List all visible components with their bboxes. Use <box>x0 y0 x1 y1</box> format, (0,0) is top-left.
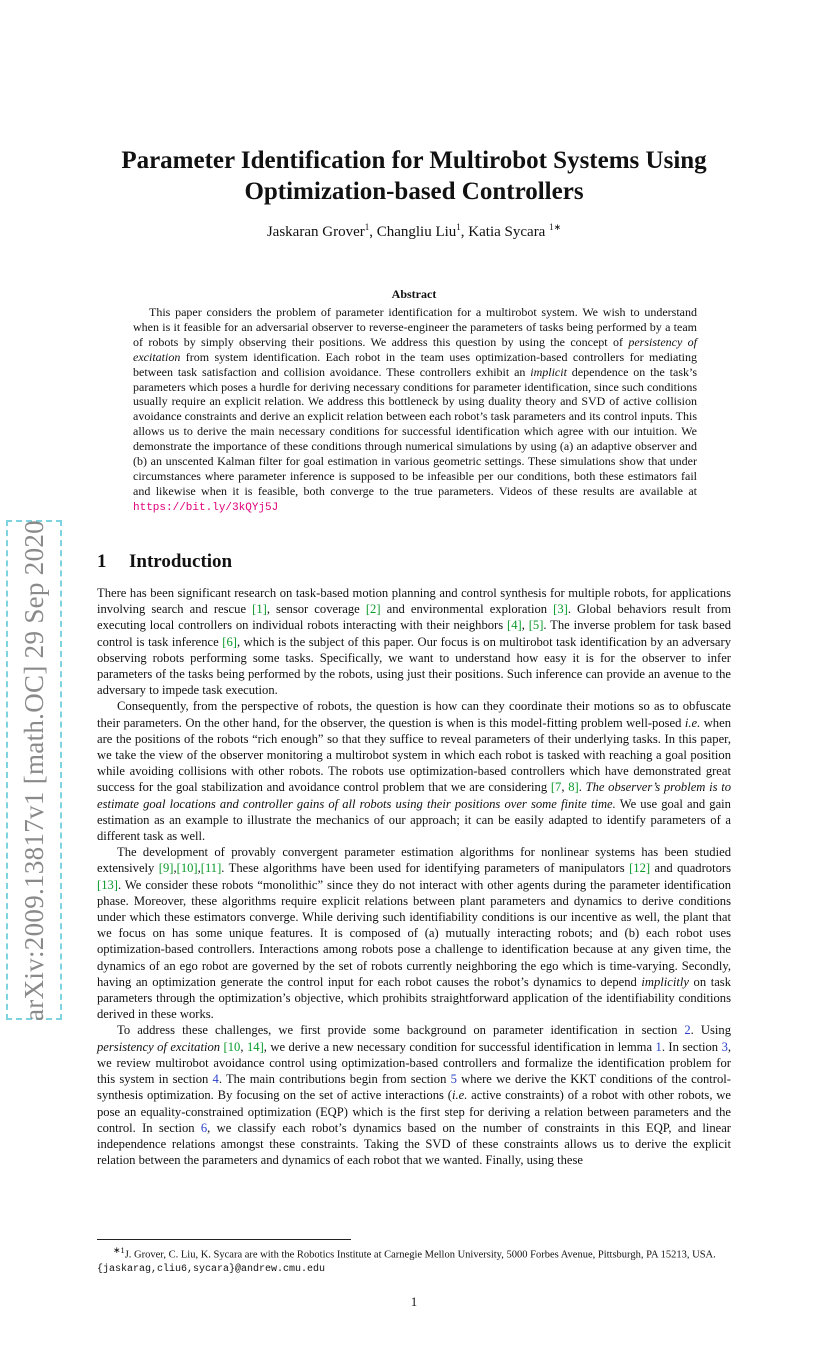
arxiv-identifier-text: arXiv:2009.13817v1 [math.OC] 29 Sep 2020 <box>18 519 49 1021</box>
paragraph-4: To address these challenges, we first provide some background on parameter identification in section 2. Using persistency of excitation [10, 14], we derive a new necessary condition for successful identification in lemma 1. In section 3, we review multirobot avoidance control using optimization-based controllers and formalize the identification problem for this system in section 4. The main contributions begin from section 5 where we derive the KKT conditions of the control-synthesis optimization. By focusing on the set of active interactions (i.e. active constraints) of a robot with other robots, we pose an equality-constrained optimization (EQP) which is the first step for deriving a relation between parameters and the control. In section 6, we classify each robot’s dynamics based on the number of constraints in this EQP, and linear independence relations amongst these constraints. Taking the SVD of these constraints allows us to derive the explicit relation between the parameters and dynamics of each robot that we wanted. Finally, using these <box>97 1023 732 1168</box>
footnote-text: J. Grover, C. Liu, K. Sycara are with the Robotics Institute at Carnegie Mellon University, 5000 Forbes Avenue, Pittsburgh, PA 15213, USA. <box>124 1249 716 1261</box>
citation-link[interactable]: 8] <box>568 780 579 795</box>
section-reference-link[interactable]: 4 <box>212 1072 219 1087</box>
affiliation-mark: 1 <box>456 222 461 232</box>
citation-link[interactable]: [6] <box>222 634 237 649</box>
abstract-emphasis: implicit <box>530 364 567 379</box>
author-name: Katia Sycara <box>468 224 546 240</box>
section-reference-link[interactable]: 6 <box>200 1120 208 1135</box>
section-number: 1 <box>97 551 107 572</box>
video-link[interactable]: https://bit.ly/3kQYj5J <box>133 501 279 514</box>
abstract-body <box>133 305 697 516</box>
abstract-text: This paper considers the problem of parameter identification for a multirobot system. We wish to understand when is it feasible for an adversarial observer to reverse-engineer the parameters of tasks being performed by a team of robots by simply observing their positions. We address this question by using the concept of <box>133 305 697 349</box>
citation-link[interactable]: [12] <box>629 861 651 876</box>
affiliation-mark: 1 <box>364 222 370 232</box>
lemma-reference-link[interactable]: 1 <box>655 1039 662 1054</box>
section-title: Introduction <box>129 551 233 572</box>
abstract-text: from system identification. Each robot in the team uses optimization-based controllers for mediating between task satisfaction and collision avoidance. These controllers exhibit an <box>133 349 697 379</box>
abstract-heading: Abstract <box>391 287 437 301</box>
footnote-mark: ∗1 <box>113 1245 125 1255</box>
introduction-body <box>97 585 731 1168</box>
author-name: Changliu Liu <box>376 224 457 240</box>
citation-link[interactable]: [7 <box>550 780 562 795</box>
paragraph-2: Consequently, from the perspective of robots, the question is how can they coordinate their motions so as to obfuscate their parameters. On the other hand, for the observer, the question is when is this model-fitting problem well-posed i.e. when are the positions of the robots “rich enough” so that they suffice to reveal parameters of their underlying tasks. In this paper, we take the view of the observer monitoring a multirobot system in which each robot is tasked with reaching a goal position while avoiding collisions with other robots. The robots use optimization-based controllers which have demonstrated great success for the goal stabilization and avoidance control problem that we are considering [7, 8]. The observer’s problem is to estimate goal locations and controller gains of all robots using their positions over some finite time. We use goal and gain estimation as an example to illustrate the mechanics of our approach; it can be easily adapted to identify parameters of a different task as well. <box>97 699 731 844</box>
citation-link[interactable]: [13] <box>97 877 118 892</box>
citation-link[interactable]: 14] <box>246 1039 264 1054</box>
citation-link[interactable]: [4] <box>507 618 522 633</box>
paper-title <box>90 145 738 207</box>
footnote <box>97 1244 731 1277</box>
section-heading-introduction <box>97 551 232 573</box>
section-reference-link[interactable]: 2 <box>684 1023 691 1038</box>
citation-link[interactable]: [2] <box>365 602 381 617</box>
affiliation-mark: 1∗ <box>549 222 562 232</box>
abstract-text: dependence on the task’s parameters which poses a hurdle for deriving necessary conditions for parameter identification, since such conditions usually require an explicit relation. We address this bottleneck by using duality theory and SVD of active collision avoidance constraints and derive an explicit relation between each robot’s task parameters and its control inputs. This allows us to derive the main necessary conditions for successful identification which agree with our intuition. We demonstrate the importance of these conditions through numerical simulations by using (a) an adaptive observer and (b) an unscented Kalman filter for goal estimation in various geometric settings. These simulations show that under circumstances where parameter inference is supposed to be infeasible per our conditions, both these estimators fail and likewise when it is feasible, both converge to the true parameters. Videos of these results are available at <box>133 364 697 498</box>
page-number: 1 <box>410 1295 418 1309</box>
paragraph-1: There has been significant research on task-based motion planning and control synthesis for multiple robots, for applications involving search and rescue [1], sensor coverage [2] and environmental exploration [3]. Global behaviors result from executing local controllers on individual robots interacting with their neighbors [4], [5]. The inverse problem for task based control is task inference [6], which is the subject of this paper. Our focus is on multirobot task identification by an adversary observing robots performing some tasks. Specifically, we want to understand how easy it is for the observer to infer parameters of the tasks being performed by the robots, using just their positions. Such inference can provide an avenue to the adversary to impede task execution. <box>97 586 732 698</box>
citation-link[interactable]: [3] <box>553 602 568 617</box>
title-line-1: Parameter Identification for Multirobot Systems Using <box>121 147 707 174</box>
citation-link[interactable]: [10] <box>176 861 198 876</box>
section-reference-link[interactable]: 5 <box>450 1072 457 1087</box>
citation-link[interactable]: [5] <box>528 618 544 633</box>
abstract-emphasis: persistency of excitation <box>133 334 697 364</box>
author-emails: {jaskarag,cliu6,sycara}@andrew.cmu.edu <box>97 1264 326 1275</box>
title-line-2: Optimization-based Controllers <box>244 178 584 205</box>
citation-link[interactable]: [10 <box>223 1039 241 1054</box>
paragraph-3: The development of provably convergent parameter estimation algorithms for nonlinear systems has been studied extensively [9],[10],[11]. These algorithms have been used for identifying parameters of manipulators [12] and quadrotors [13]. We consider these robots “monolithic” since they do not interact with other agents during the parameter identification phase. Moreover, these algorithms require explicit relations between plant parameters and dynamics to derive conditions under which these estimators converge. While deriving such identifiability conditions is our incentive as well, the plant that we focus on has some unique features. It is composed of (a) mutually interacting robots; and (b) each robot uses optimization-based controllers. Interactions among robots pose a challenge to identification because at any given time, the dynamics of an ego robot are governed by the set of robots currently neighboring the ego which is time-varying. Secondly, having an optimization generate the control input for each robot causes the robot’s dynamics to depend implicitly on task parameters through the optimization’s objective, which prohibits straightforward application of the identifiability conditions derived in these works. <box>97 845 731 1022</box>
citation-link[interactable]: [9] <box>158 861 174 876</box>
citation-link[interactable]: [11] <box>200 861 222 876</box>
author-list: Jaskaran Grover$^1$, Changliu Liu$^1$, Katia Sycara $^{1∗}$ <box>266 222 562 240</box>
author-name: Jaskaran Grover <box>266 224 365 240</box>
arxiv-identifier-stamp <box>6 520 62 1020</box>
section-reference-link[interactable]: 3 <box>721 1039 728 1054</box>
footnote-rule <box>97 1239 351 1240</box>
citation-link[interactable]: [1] <box>252 602 267 617</box>
